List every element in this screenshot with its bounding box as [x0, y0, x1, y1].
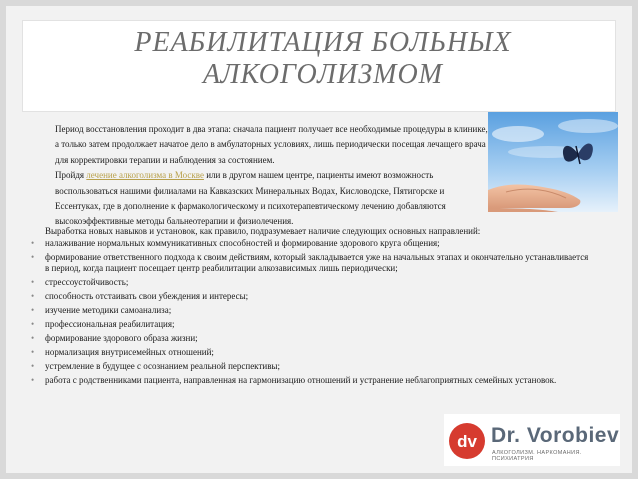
bullet-icon: • [31, 333, 35, 343]
bullet-icon: • [31, 238, 35, 248]
list-item [31, 375, 591, 386]
bullet-icon: • [31, 277, 35, 287]
list-item [31, 361, 591, 372]
list-item [31, 277, 591, 288]
slide-title: РЕАБИЛИТАЦИЯ БОЛЬНЫХ АЛКОГОЛИЗМОМ [134, 27, 512, 90]
logo-name: Dr. Vorobiev [491, 424, 620, 447]
directions-lead: Выработка новых навыков и установок, как правило, подразумевает наличие следующих основных направлений: [45, 226, 481, 236]
list-item [31, 305, 591, 316]
list-item [31, 291, 591, 302]
list-item-text: способность отстаивать свои убеждения и интересы; [45, 291, 249, 301]
list-item-text: формирование ответственного подхода к своим действиям, который закладывается уже на начальных этапах и окончательно устанавливается в период, когда пациент посещает центр реабилитации алкозависимых лишь периодически; [45, 252, 589, 273]
intro-text [31, 122, 489, 230]
list-item-text: изучение методики самоанализа; [45, 305, 172, 315]
list-item [31, 252, 591, 274]
title-box [22, 20, 616, 112]
intro-p2-start: Пройдя [55, 170, 87, 181]
list-item-text: работа с родственниками пациента, направленная на гармонизацию отношений и устранение неблагоприятных семейных установок. [45, 375, 557, 385]
hands-butterfly-image [488, 112, 618, 212]
list-item [31, 333, 591, 344]
directions-list [31, 238, 591, 389]
list-item [31, 319, 591, 330]
list-item [31, 347, 591, 358]
intro-paragraph-1: Период восстановления проходит в два этапа: сначала пациент получает все необходимые процедуры в клинике, а только затем продолжает начатое дело в амбулаторных условиях, лишь периодически посещая лечащего врача для корректировки терапии и наблюдения за состоянием. [55, 124, 488, 165]
list-item-text: формирование здорового образа жизни; [45, 333, 198, 343]
bullet-icon: • [31, 347, 35, 357]
list-item [31, 238, 591, 249]
bullet-icon: • [31, 375, 35, 385]
list-item-text: нормализация внутрисемейных отношений; [45, 347, 214, 357]
bullet-icon: • [31, 291, 35, 301]
logo-subtitle: АЛКОГОЛИЗМ. НАРКОМАНИЯ. ПСИХИАТРИЯ [492, 450, 582, 462]
bullet-icon: • [31, 252, 35, 262]
bullet-icon: • [31, 361, 35, 371]
dv-logo-icon [448, 422, 486, 460]
list-item-text: налаживание нормальных коммуникативных способностей и формирование здорового круга общения; [45, 238, 440, 248]
bullet-icon: • [31, 305, 35, 315]
svg-text:dv: dv [457, 432, 477, 451]
treatment-moscow-link[interactable]: лечение алкоголизма в Москве [86, 170, 204, 181]
intro-p2-end: или в другом нашем центре, пациенты имеют возможность воспользоваться нашими филиалами на Кавказских Минеральных Водах, Кисловодске, Пятигорске и Ессентуках, где в дополнение к фармакологическому и психотерапевтическому лечению добавляются высокоэффективные методы бальнеотерапии и физиолечения. [55, 170, 446, 227]
list-item-text: профессиональная реабилитация; [45, 319, 175, 329]
intro-paragraph-2 [31, 168, 489, 230]
list-item-text: стрессоустойчивость; [45, 277, 129, 287]
clinic-logo [444, 414, 620, 466]
bullet-icon: • [31, 319, 35, 329]
list-item-text: устремление в будущее с осознанием реальной перспективы; [45, 361, 280, 371]
